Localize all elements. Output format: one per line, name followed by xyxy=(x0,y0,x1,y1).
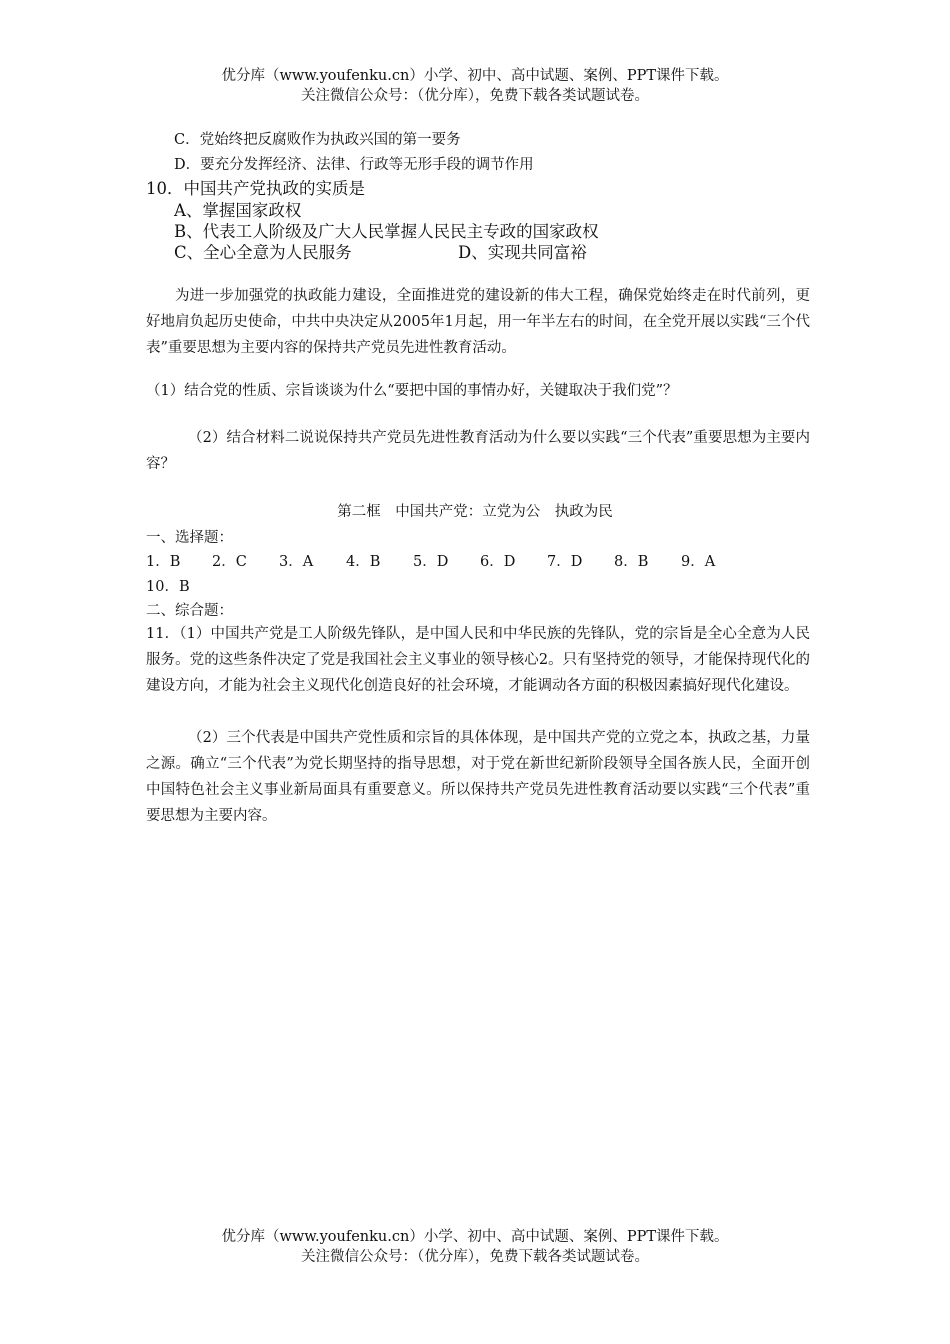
q10-stem: 10．中国共产党执政的实质是 xyxy=(146,179,365,198)
q9-option-c: C．党始终把反腐败作为执政兴国的第一要务 xyxy=(174,132,461,148)
footer-line-2: 关注微信公众号：（优分库），免费下载各类试题试卷。 xyxy=(301,1249,649,1265)
choice-answer: 4．B xyxy=(346,554,381,570)
choice-answer-10: 10．B xyxy=(146,579,190,595)
q10-option-c: C、全心全意为人民服务 xyxy=(174,243,352,262)
choice-heading: 一、选择题： xyxy=(146,530,233,546)
answer-11-part-1: 11．（1）中国共产党是工人阶级先锋队，是中国人民和中华民族的先锋队，党的宗旨是全心全意为人民服务。党的这些条件决定了党是我国社会主义事业的领导核心2。只有坚持党的领导，才能保持现代化的建设方向，才能为社会主义现代化创造良好的社会环境，才能调动各方面的积极因素搞好现代化建设。 xyxy=(146,626,810,694)
page-header xyxy=(0,66,950,106)
header-line-2: 关注微信公众号：（优分库），免费下载各类试题试卷。 xyxy=(301,88,649,104)
synthesis-heading: 二、综合题： xyxy=(146,603,233,619)
footer-line-1: 优分库（www.youfenku.cn）小学、初中、高中试题、案例、PPT课件下载。 xyxy=(221,1229,729,1245)
choice-answers-row xyxy=(146,550,715,571)
q9-option-d: D．要充分发挥经济、法律、行政等无形手段的调节作用 xyxy=(174,157,534,173)
choice-answer: 3．A xyxy=(279,554,314,570)
q10-option-d: D、实现共同富裕 xyxy=(458,243,587,262)
choice-answer: 5．D xyxy=(413,554,449,570)
answer-11-part-2: （2）三个代表是中国共产党性质和宗旨的具体体现，是中国共产党的立党之本，执政之基，力量之源。确立“三个代表”为党长期坚持的指导思想，对于党在新世纪新阶段领导全国各族人民，全面开创中国特色社会主义事业新局面具有重要意义。所以保持共产党员先进性教育活动要以实践“三个代表”重要思想为主要内容。 xyxy=(146,730,810,824)
choice-answer: 8．B xyxy=(614,554,649,570)
q11-part-1: （1）结合党的性质、宗旨谈谈为什么“要把中国的事情办好，关键取决于我们党”？ xyxy=(146,383,678,399)
choice-answer: 6．D xyxy=(480,554,516,570)
q10-option-a: A、掌握国家政权 xyxy=(174,201,302,220)
choice-answer: 7．D xyxy=(547,554,583,570)
choice-answer: 2．C xyxy=(212,554,247,570)
q10-option-b: B、代表工人阶级及广大人民掌握人民民主专政的国家政权 xyxy=(174,222,599,241)
material-paragraph: 为进一步加强党的执政能力建设，全面推进党的建设新的伟大工程，确保党始终走在时代前列，更好地肩负起历史使命，中共中央决定从2005年1月起，用一年半左右的时间，在全党开展以实践“三个代表”重要思想为主要内容的保持共产党员先进性教育活动。 xyxy=(146,288,810,356)
choice-answer: 1．B xyxy=(146,554,181,570)
page-footer xyxy=(0,1227,950,1267)
answers-section-title: 第二框 中国共产党：立党为公 执政为民 xyxy=(337,504,613,520)
header-line-1: 优分库（www.youfenku.cn）小学、初中、高中试题、案例、PPT课件下载。 xyxy=(221,68,729,84)
q11-part-2: （2）结合材料二说说保持共产党员先进性教育活动为什么要以实践“三个代表”重要思想为主要内容？ xyxy=(146,430,810,472)
choice-answer: 9．A xyxy=(681,554,716,570)
